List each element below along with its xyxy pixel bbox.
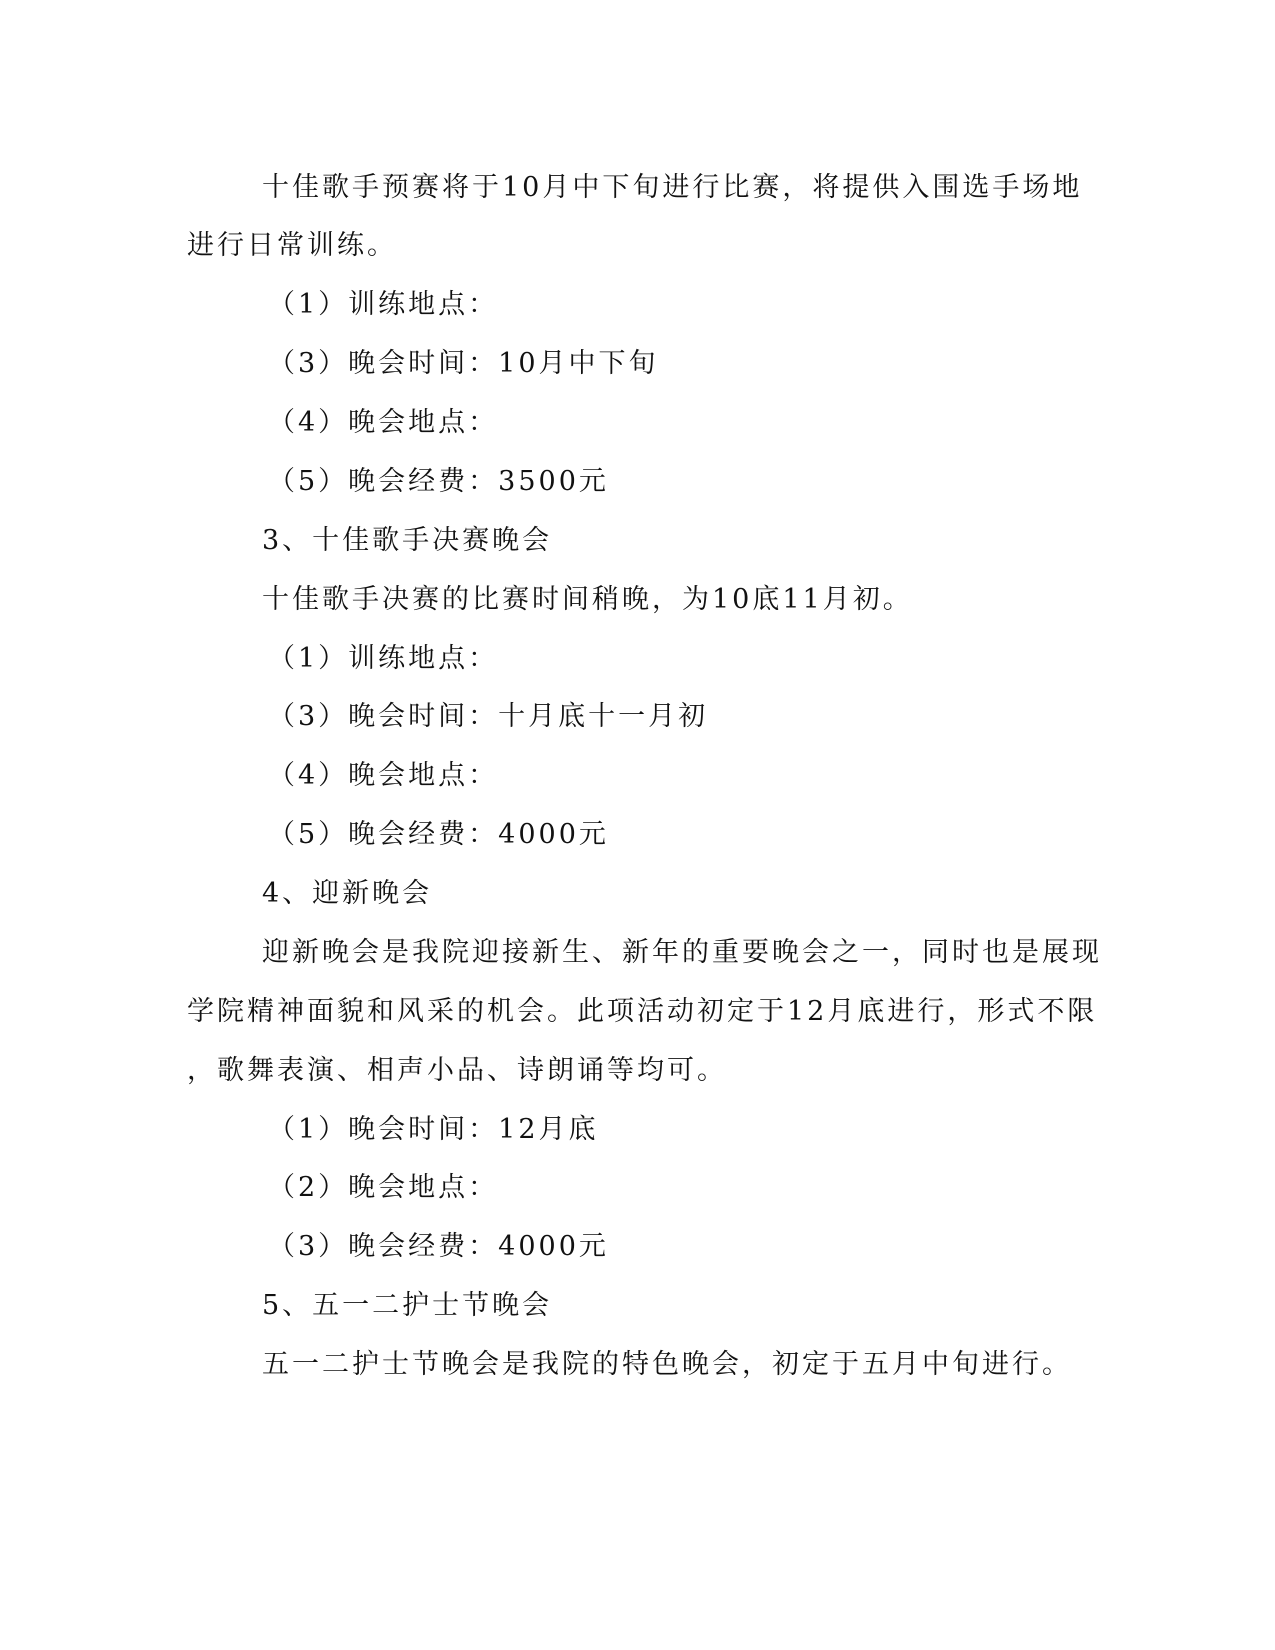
welcome-party-budget: （3）晚会经费：4000元 (268, 1231, 609, 1262)
preliminary-training-location: （1）训练地点： (268, 289, 499, 320)
welcome-party-location: （2）晚会地点： (268, 1172, 499, 1203)
finals-party-time: （3）晚会时间：十月底十一月初 (268, 701, 709, 732)
paragraph-nurses-day-intro: 五一二护士节晚会是我院的特色晚会，初定于五月中旬进行。 (262, 1349, 1072, 1380)
finals-party-budget: （5）晚会经费：4000元 (268, 819, 609, 850)
preliminary-party-time: （3）晚会时间：10月中下旬 (268, 348, 659, 379)
heading-nurses-day-party: 5、五一二护士节晚会 (262, 1290, 553, 1321)
heading-welcome-party: 4、迎新晚会 (262, 878, 433, 909)
paragraph-finals-intro: 十佳歌手决赛的比赛时间稍晚，为10底11月初。 (262, 584, 913, 615)
heading-finals-party: 3、十佳歌手决赛晚会 (262, 525, 553, 556)
welcome-party-time: （1）晚会时间：12月底 (268, 1114, 599, 1145)
paragraph-welcome-intro-end: ，歌舞表演、相声小品、诗朗诵等均可。 (187, 1055, 727, 1086)
preliminary-party-location: （4）晚会地点： (268, 407, 499, 438)
preliminary-party-budget: （5）晚会经费：3500元 (268, 466, 609, 497)
paragraph-welcome-intro-continued: 学院精神面貌和风采的机会。此项活动初定于12月底进行，形式不限 (187, 996, 1098, 1027)
finals-training-location: （1）训练地点： (268, 643, 499, 674)
paragraph-preliminary-intro: 十佳歌手预赛将于10月中下旬进行比赛，将提供入围选手场地 (262, 172, 1083, 203)
finals-party-location: （4）晚会地点： (268, 760, 499, 791)
paragraph-preliminary-intro-continued: 进行日常训练。 (187, 230, 397, 261)
paragraph-welcome-intro: 迎新晚会是我院迎接新生、新年的重要晚会之一，同时也是展现 (262, 937, 1102, 968)
